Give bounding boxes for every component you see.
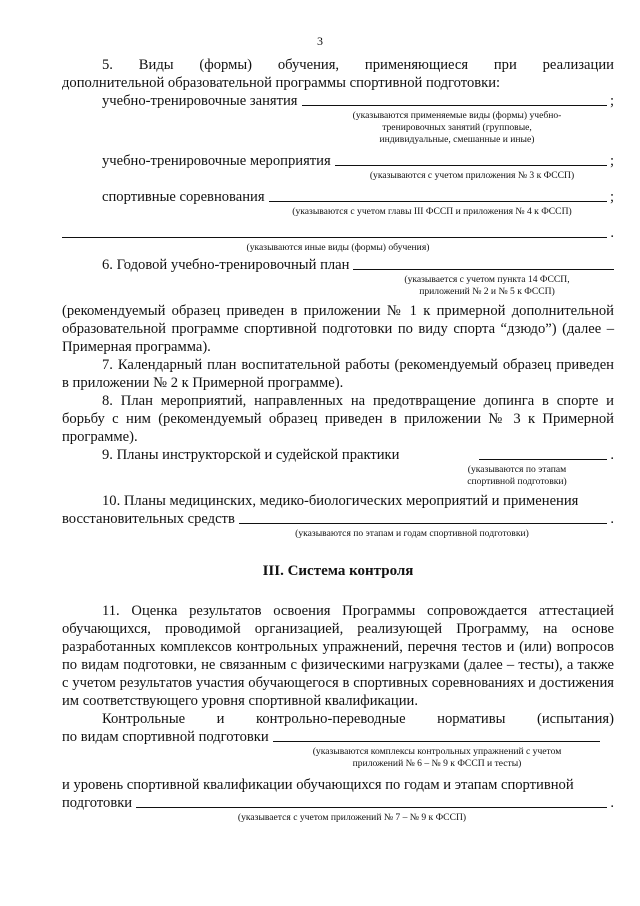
norms-note: (указываются комплексы контрольных упражнений с учетом приложений № 6 – № 9 к ФССП и тесты) (312, 746, 562, 769)
annual-plan-note: (указывается с учетом пункта 14 ФССП, приложений № 2 и № 5 к ФССП) (404, 274, 570, 297)
level-line2: подготовки . (62, 795, 614, 811)
competitions-blank (269, 201, 607, 202)
training-sessions-blank (302, 105, 607, 106)
item11: 11. Оценка результатов освоения Программы сопровождается аттестацией обучающихся, проводимой организацией, реализующей Программу, на основе разработанных комплексов контрольных упражнений, перечня тестов и (или) вопросов по видам подготовки, не связанным с физическими нагрузками (далее – тесты), а также с учетом результатов участия обучающегося в спортивных соревнованиях и достижения им соответствующего уровня спортивной квалификации. (62, 603, 614, 709)
recovery-means-blank (239, 523, 608, 524)
item9-line: 9. Планы инструкторской и судейской практики . (102, 447, 614, 463)
training-events-line: учебно-тренировочные мероприятия ; (102, 153, 614, 169)
section-title: III. Система контроля (262, 563, 414, 579)
training-events-blank (335, 165, 607, 166)
norms-blank (273, 741, 600, 742)
item7: 7. Календарный план воспитательной работы (рекомендуемый образец приведен в приложении № 2 к Примерной программе). (62, 357, 614, 391)
training-sessions-line: учебно-тренировочные занятия ; (102, 93, 614, 109)
practice-plans-note: (указываются по этапам спортивной подготовки) (467, 464, 567, 487)
training-events-note: (указываются с учетом приложения № 3 к ФССП) (369, 170, 575, 181)
practice-plans-blank (479, 459, 607, 460)
other-forms-blank (62, 237, 607, 238)
item5-line1: 5. Виды (формы) обучения, применяющиеся при реализации (102, 57, 614, 73)
item6-line: 6. Годовой учебно-тренировочный план (62, 256, 614, 274)
competitions-note: (указываются с учетом главы III ФССП и приложения № 4 к ФССП) (292, 206, 572, 217)
item10-line2: восстановительных средств . (62, 511, 614, 527)
item8: 8. План мероприятий, направленных на предотвращение допинга в спорте и борьбу с ним (рекомендуемый образец приведен в приложении № 3 к Примерной программе). (62, 393, 614, 445)
annual-plan-blank (353, 269, 614, 270)
page-content (62, 56, 614, 824)
level-blank (136, 807, 607, 808)
level-line1: и уровень спортивной квалификации обучающихся по годам и этапам спортивной (62, 777, 574, 793)
training-sessions-note: (указываются применяемые виды (формы) учебно-тренировочных занятий (групповые, индивидуальные, смешанные и иные) (352, 110, 562, 145)
item5-line2: дополнительной образовательной программы спортивной подготовки: (62, 75, 501, 91)
norms-line2: по видам спортивной подготовки (62, 728, 614, 746)
other-forms-line: . (62, 224, 614, 242)
other-forms-note: (указываются иные виды (формы) обучения) (246, 242, 430, 253)
competitions-line: спортивные соревнования ; (102, 189, 614, 205)
norms-line1: Контрольные и контрольно-переводные нормативы (испытания) (102, 711, 614, 727)
level-note: (указывается с учетом приложений № 7 – № 9 к ФССП) (237, 812, 467, 823)
item10-line1: 10. Планы медицинских, медико-биологических мероприятий и применения (102, 493, 579, 509)
item6-continuation: (рекомендуемый образец приведен в приложении № 1 к примерной дополнительной образовательной программе спортивной подготовки по виду спорта “дзюдо”) (далее – Примерная программа). (62, 303, 614, 355)
page-number: 3 (317, 34, 323, 48)
recovery-means-note: (указываются по этапам и годам спортивной подготовки) (295, 528, 529, 539)
